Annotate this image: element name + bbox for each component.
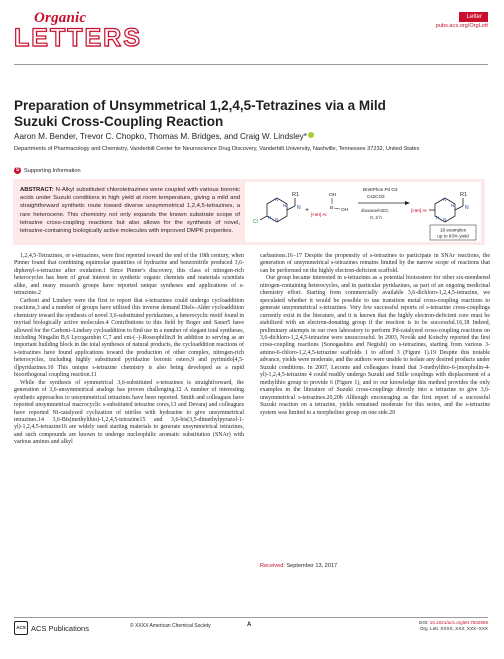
abstract-box (13, 179, 485, 245)
journal-logo (14, 10, 142, 60)
summary-yield: up to 93% yield (437, 233, 469, 239)
ring-n-left: N (268, 215, 272, 220)
publisher-logo (14, 621, 89, 635)
condition-catalyst: BrettPhos Pd G3 (363, 187, 398, 192)
ring-n-right: N (283, 203, 287, 208)
product-r1-label: R1 (460, 192, 468, 198)
abstract-text (20, 186, 240, 235)
journal-logo-letters: LETTERS (14, 24, 142, 52)
body-paragraph: Carboni and Lindsey were the first to report that s-tetrazines could undergo cycloaddition reactions,3 and a number of groups have utilized this inverse demand Diels–Alder cycloaddition chemistry toward the synthesis of novel 3,6-substituted pyridazines, a heterocyclic motif found in myriad biologically active molecules.4 Contributions to this field by Boger and Sauer5 have allowed for the Carboni–Lindsey cycloaddition to find use in a number of elegant total syntheses, including Ningalin B,6 Lycogarubin C,7 and ent-(−)-Roseophilin.8 In addition to serving as an important building block in the total syntheses of natural products, the cycloaddition reactions of s-tetrazines have found applications toward the production of other complex, nitrogen-rich heterocycles, including highly substituted pyridazine boronic esters,9 and pyrimido[4,5-d]pyridazines.10 This unique s-tetrazine chemistry is also being developed as a rapid bioorthogonal coupling reaction.11 (14, 297, 245, 379)
het-ar-product: [Het] Ar (411, 209, 427, 214)
boronic-oh-top: OH (329, 193, 337, 198)
supporting-info-icon: S (15, 167, 20, 173)
r1-label: R1 (292, 192, 300, 198)
footer-divider (14, 617, 488, 618)
orcid-icon[interactable] (308, 132, 314, 138)
received-value: September 13, 2017 (286, 563, 338, 569)
doi-label: DOI: (419, 620, 430, 625)
doi-link[interactable]: 10.1021/acs.orglett.7b02868 (429, 620, 488, 625)
ring-n-bottom: N (275, 217, 279, 222)
doi-block (419, 620, 488, 632)
abstract-label: ABSTRACT: (20, 187, 54, 193)
article-title: Preparation of Unsymmetrical 1,2,4,5-Tetrazines via a Mild Suzuki Cross-Coupling Reaction (14, 98, 386, 129)
condition-base: Cs2CO3 (367, 194, 385, 199)
copyright-notice: © XXXX American Chemical Society (130, 623, 211, 629)
acs-logo-icon: ACS (14, 621, 28, 635)
boronic-oh-right: OH (341, 208, 349, 213)
toc-graphic (245, 182, 481, 242)
chloro-label: Cl (253, 219, 258, 225)
product-ring-n-top: N (443, 197, 447, 202)
amine-n-label: N (297, 205, 301, 211)
body-paragraph: Our group became interested in s-tetrazines as a potential bioisostere for other six-membered nitrogen-containing heterocycles, and in particular pyridazines, as part of an ongoing medicinal chemistry effort. Starting from commercially available 3,6-dichloro-1,2,4,5-tetrazine, we speculated whether it would be possible to use transition metal cross-coupling reactions to generate unsymmetrical s-tetrazines. Very few successful reports of s-tetrazine cross-couplings currently exist in the literature, and it is known that the highly electron-deficient core must be stabilized with an electron-donating group if the reaction is to be successful.16,18 Indeed, preliminary attempts in our own laboratory to perform Pd-catalyzed cross-coupling reactions on 3,6-dichloro-1,2,4,5-tetrazine were unsuccessful. In 2003, Novák and Kotschy reported the first cross-coupling reactions (Sonogashira and Negishi) on s-tetrazines, starting from various 3-amino-6-chloro-1,2,4,5-tetrazine scaffolds 1 to afford 3 (Figure 1).19 Despite this notable advance, yields were moderate, and the authors were unable to isolate any desired products under Suzuki conditions. In 2007, Leconte and colleagues found that 3-methylthio-6-(morpholin-4-yl)-1,2,4,5-tetrazine 4 could readily undergo Suzuki and Stille couplings with displacement of a methylthio group to provide 6 (Figure 1), and to our knowledge this method provides the only examples in the literature of Suzuki cross-couplings directly into a tetrazine to give 3,6-unsymmetrical s-tetrazines.20,20b Although encouraging as the first report of a successful Suzuki reaction on a tetrazine, yields remained moderate for this series, and the s-tetrazine system was limited to a morpholino group on one side.20 (260, 275, 490, 416)
received-label: Received: (260, 563, 285, 569)
author-list (14, 132, 414, 141)
reaction-scheme (245, 182, 481, 242)
body-column-right (260, 253, 490, 417)
product-ring-n-left: N (436, 215, 440, 220)
received-date (260, 563, 337, 569)
summary-examples: 18 examples (439, 227, 467, 233)
body-paragraph: 1,2,4,5-Tetrazines, or s-tetrazines, were first reported toward the end of the 19th century, when Pinner found that combining equimolar quantities of hydrazine and benzonitrile produced 3,6-diphenyl-s-tetrazine after oxidation.1 Since Pinner's discovery, this class of nitrogen-rich heterocycles has been of great interest to synthetic organic chemists and materials scientists alike, and many research groups have reported unique syntheses and applications of s-tetrazines.2 (14, 253, 244, 297)
boron-label: B (330, 206, 334, 211)
article-type-badge: Letter (459, 12, 488, 22)
product-amine-n: N (465, 205, 469, 211)
supporting-information-link[interactable] (14, 167, 81, 174)
body-paragraph: carbanions.16−17 Despite the propensity of s-tetrazines to participate in SNAr reactions, the generation of unsymmetrical s-tetrazines remains limited by the narrow scope of reactions that can be performed on the highly electron-deficient scaffold. (260, 253, 490, 274)
body-column-left (14, 253, 244, 447)
citation-line: Org. Lett. XXXX, XXX, XXX−XXX (419, 626, 488, 631)
author-names: Aaron M. Bender, Trevor C. Chopko, Thomas M. Bridges, and Craig W. Lindsley* (14, 132, 307, 141)
het-ar-reagent: [Het] Ar (311, 213, 327, 218)
product-ring-n-right: N (451, 203, 455, 208)
ring-n-top: N (275, 197, 279, 202)
condition-time: rt, 2 h (370, 215, 382, 220)
page-number: A (247, 622, 252, 628)
journal-url-link[interactable]: pubs.acs.org/OrgLett (435, 23, 488, 29)
author-affiliation: Departments of Pharmacology and Chemistry, Vanderbilt Center for Neuroscience Drug Discovery, Vanderbilt University, Nashville, Tennessee 37232, United States (14, 146, 420, 152)
arrow-head (405, 201, 410, 205)
supporting-info-label: Supporting Information (24, 167, 81, 174)
condition-solvent: dioxane/H2O, (361, 208, 390, 213)
plus-sign: + (305, 207, 310, 214)
product-ring-n-bottom: N (443, 217, 447, 222)
header-divider (14, 64, 488, 65)
journal-logo-organic: Organic (34, 10, 87, 26)
publisher-name: ACS Publications (31, 623, 89, 633)
body-paragraph: While the synthesis of symmetrical 3,6-substituted s-tetrazines is straightforward, the generation of 3,6-unsymmetrical analogs has proven challenging.12 A number of interesting synthetic approaches to unsymmetrical tetrazines have been reported. Smith and colleagues have reported unsymmetrical macrocyclic s-substituted tetrazine cores,13 and Devaraj and colleagues have reported Ni-catalyzed cyclization of nitriles with hydrazine to give unsymmetrical tetrazines.14 3,6-Bis(methylthio)-1,2,4,5-tetrazine15 and 3,6-bis(3,5-dimethylpyrazol-1-yl)-1,2,4,5-tetrazine16 are widely used starting materials to generate unsymmetrical tetrazines, and such compounds are known to undergo nucleophilic aromatic substitution (SNAr) with various amines and alkyl (14, 379, 244, 446)
abstract-body: N-Alkyl substituted chlorotetrazines were coupled with various boronic acids under Suzuki conditions in high yield at room temperature, giving a mild and straightforward synthetic route toward diverse unsymmetrical 1,2,4,5-tetrazines, a rare heterocene. This chemistry not only expands the known substrate scope of tetrazine cross-coupling reactions but also allows for the synthesis of novel, tetrazine-containing biologically active molecules with improved DMPK properties. (20, 187, 240, 235)
